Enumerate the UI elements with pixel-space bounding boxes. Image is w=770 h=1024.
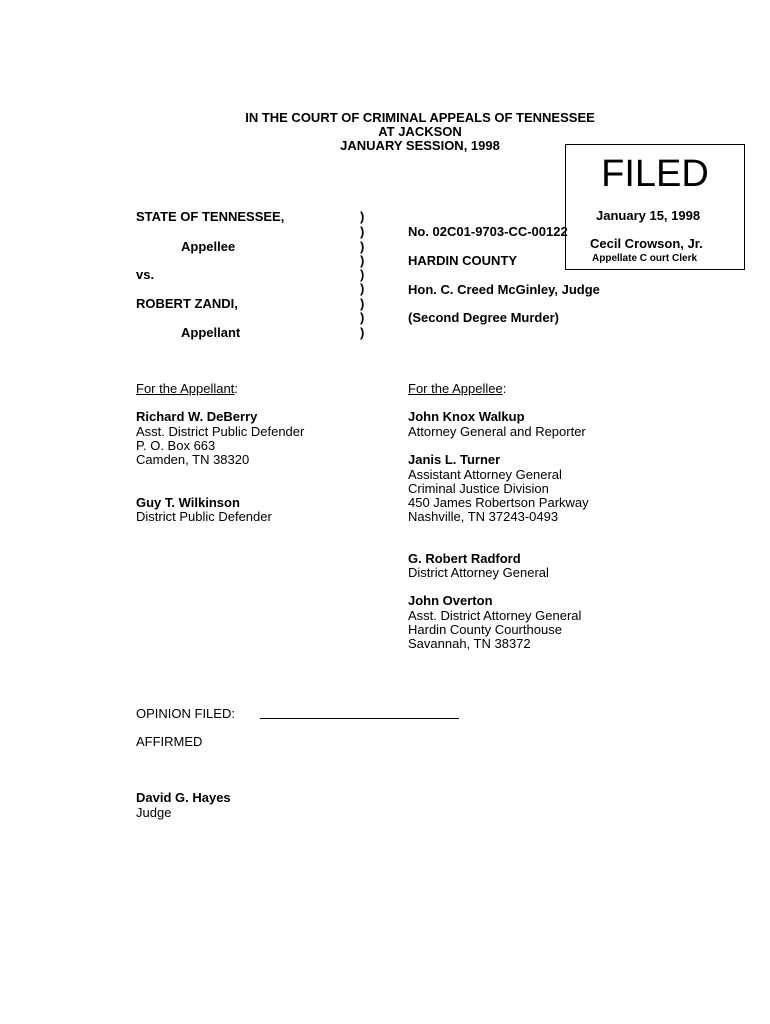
court-session: JANUARY SESSION, 1998 <box>340 138 500 153</box>
versus: vs. <box>136 267 155 282</box>
appellee-attorney2-line: Criminal Justice Division <box>408 481 549 496</box>
filed-date: January 15, 1998 <box>596 208 701 223</box>
caption-bracket: ) <box>360 209 365 224</box>
appellant-attorney2-name: Guy T. Wilkinson <box>136 495 240 510</box>
appellee-attorney4-line: Asst. District Attorney General <box>408 608 582 623</box>
court-location: AT JACKSON <box>378 124 462 139</box>
clerk-title: Appellate C ourt Clerk <box>592 253 698 264</box>
appellee-attorney2-line: Nashville, TN 37243-0493 <box>408 509 559 524</box>
appellant-attorney2-line: District Public Defender <box>136 509 272 524</box>
appellee-attorney2-line: 450 James Robertson Parkway <box>408 495 589 510</box>
offense: (Second Degree Murder) <box>408 310 559 325</box>
caption-bracket: ) <box>360 267 365 282</box>
author-judge-title: Judge <box>136 805 172 820</box>
case-number: No. 02C01-9703-CC-00122 <box>408 224 568 239</box>
appellant-attorney1-line: P. O. Box 663 <box>136 438 216 453</box>
caption-bracket: ) <box>360 296 365 311</box>
appellant-attorney1-line: Camden, TN 38320 <box>136 452 250 467</box>
party-defendant: ROBERT ZANDI, <box>136 296 238 311</box>
clerk-name: Cecil Crowson, Jr. <box>590 236 703 251</box>
appellant-counsel-heading-colon: : <box>234 381 238 396</box>
appellee-attorney3-name: G. Robert Radford <box>408 551 521 566</box>
appellee-attorney1-line: Attorney General and Reporter <box>408 424 586 439</box>
appellant-counsel-heading-text: For the Appellant <box>136 381 235 396</box>
appellee-attorney2-line: Assistant Attorney General <box>408 467 562 482</box>
caption-bracket: ) <box>360 310 365 325</box>
appellee-attorney2-name: Janis L. Turner <box>408 452 501 467</box>
party-state-role: Appellee <box>181 239 236 254</box>
party-state: STATE OF TENNESSEE, <box>136 209 285 224</box>
disposition: AFFIRMED <box>136 734 203 749</box>
appellee-attorney3-line: District Attorney General <box>408 565 549 580</box>
opinion-filed-blank-line <box>260 718 459 719</box>
caption-bracket: ) <box>360 239 365 254</box>
appellee-attorney4-line: Hardin County Courthouse <box>408 622 562 637</box>
county: HARDIN COUNTY <box>408 253 518 268</box>
court-name: IN THE COURT OF CRIMINAL APPEALS OF TENNESSEE <box>245 110 595 125</box>
filed-stamp-title: FILED <box>601 153 709 195</box>
appellee-counsel-heading-colon: : <box>502 381 507 396</box>
caption-bracket: ) <box>360 325 365 340</box>
caption-bracket: ) <box>360 253 365 268</box>
appellee-attorney4-line: Savannah, TN 38372 <box>408 636 531 651</box>
party-defendant-role: Appellant <box>181 325 241 340</box>
appellee-counsel-heading <box>408 382 506 396</box>
appellant-attorney1-name: Richard W. DeBerry <box>136 409 258 424</box>
trial-judge: Hon. C. Creed McGinley, Judge <box>408 282 600 297</box>
opinion-filed-label: OPINION FILED: <box>136 706 235 721</box>
appellee-attorney1-name: John Knox Walkup <box>408 409 525 424</box>
author-judge-name: David G. Hayes <box>136 790 231 805</box>
caption-bracket: ) <box>360 281 365 296</box>
appellant-counsel-heading <box>136 382 238 396</box>
appellee-counsel-heading-text: For the Appellee <box>408 381 503 396</box>
appellant-attorney1-line: Asst. District Public Defender <box>136 424 305 439</box>
caption-bracket: ) <box>360 224 365 239</box>
appellee-attorney4-name: John Overton <box>408 593 493 608</box>
